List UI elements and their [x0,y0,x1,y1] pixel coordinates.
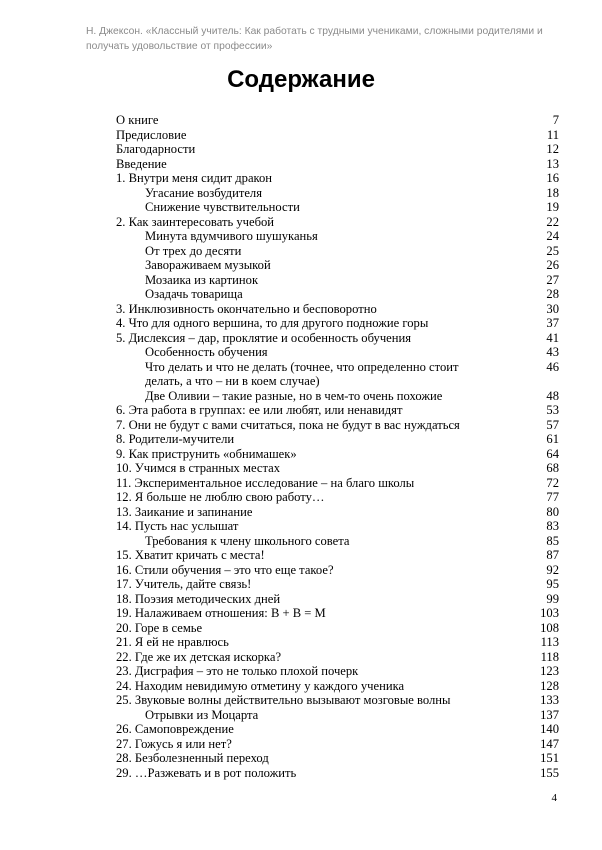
toc-entry-page: 103 [540,606,559,620]
toc-entry-title: Озадачь товарища [145,287,243,301]
toc-entry-page: 68 [546,461,559,475]
toc-entry-title: 27. Гожусь я или нет? [116,736,232,751]
toc-subentry[interactable] [116,200,559,215]
toc-entry[interactable] [116,302,559,317]
toc-entry-page: 140 [540,722,559,736]
toc-entry-page: 92 [546,562,559,577]
toc-entry[interactable] [116,447,559,462]
toc-entry-page: 57 [546,417,559,432]
toc-entry[interactable] [116,215,559,230]
toc-entry[interactable] [116,171,559,186]
toc-entry-title: От трех до десяти [145,243,242,258]
toc-entry[interactable] [116,519,559,534]
toc-entry[interactable] [116,592,559,607]
toc-entry[interactable] [116,722,559,737]
toc-entry-page: 37 [546,316,559,330]
toc-entry-page: 72 [546,475,559,490]
toc-subentry[interactable] [116,244,559,259]
toc-entry-page: 7 [552,113,559,127]
toc-entry-page: 28 [546,287,559,301]
toc-entry-title: 9. Как приструнить «обнимашек» [116,446,297,461]
toc-entry[interactable] [116,142,559,157]
toc-entry-page: 11 [546,127,559,142]
toc-entry-title: 28. Безболезненный переход [116,751,269,765]
toc-entry-page: 19 [546,200,559,214]
page-title: Содержание [227,66,375,93]
toc-entry[interactable] [116,693,559,708]
toc-entry-title: 29. …Разжевать и в рот положить [116,765,297,780]
toc-entry-title: 22. Где же их детская искорка? [116,649,282,664]
toc-entry-title: 26. Самоповреждение [116,722,234,736]
toc-entry-page: 99 [546,591,559,606]
toc-entry-title: О книге [116,113,159,127]
toc-entry-title: Угасание возбудителя [145,185,262,200]
toc-entry-page: 18 [546,185,559,200]
toc-entry-page: 137 [540,707,559,722]
toc-entry-title: 13. Заикание и запинание [116,504,253,519]
toc-entry-title: Что делать и что не делать (точнее, что определенно стоит [145,359,459,374]
toc-entry-title: 20. Горе в семье [116,620,203,635]
toc-subentry[interactable] [116,229,559,244]
toc-entry-title: Мозаика из картинок [145,272,259,287]
toc-entry-title: Введение [116,156,167,171]
toc-entry-title: 21. Я ей не нравлюсь [116,635,229,649]
toc-subentry[interactable] [116,287,559,302]
toc-entry[interactable] [116,766,559,781]
toc-entry[interactable] [116,563,559,578]
toc-entry-title: Требования к члену школьного совета [145,533,350,548]
table-of-contents [116,113,559,780]
toc-entry-title: 17. Учитель, дайте связь! [116,577,252,591]
toc-subentry[interactable] [116,534,559,549]
toc-entry-page: 16 [546,171,559,185]
toc-subentry[interactable] [116,389,559,404]
toc-entry[interactable] [116,664,559,679]
toc-entry-title: 2. Как заинтересовать учебой [116,214,275,229]
toc-entry-title: Две Оливии – такие разные, но в чем-то очень похожие [145,388,443,403]
toc-entry-title: 15. Хватит кричать с места! [116,548,265,562]
toc-entry-page: 46 [546,359,559,374]
toc-entry[interactable] [116,577,559,592]
toc-entry-page: 155 [540,765,559,780]
toc-entry-title: 4. Что для одного вершина, то для другого подножие горы [116,316,429,330]
toc-entry-page: 27 [546,272,559,287]
toc-entry[interactable] [116,128,559,143]
toc-entry[interactable] [116,113,559,128]
toc-entry[interactable] [116,418,559,433]
toc-entry[interactable] [116,316,559,331]
toc-entry-title: 7. Они не будут с вами считаться, пока не будут в вас нуждаться [116,417,460,432]
toc-entry[interactable] [116,157,559,172]
toc-entry[interactable] [116,461,559,476]
toc-entry-page: 87 [546,548,559,562]
toc-entry[interactable] [116,505,559,520]
toc-entry-page: 53 [546,403,559,417]
toc-entry-title: 10. Учимся в странных местах [116,461,281,475]
running-header: Н. Джексон. «Классный учитель: Как работать с трудными учениками, сложными родителями и получать удовольствие от профессии» [86,26,543,52]
toc-entry-title: Минута вдумчивого шушуканья [145,229,318,243]
page-number: 4 [551,792,557,804]
toc-entry[interactable] [116,548,559,563]
toc-entry-title: Предисловие [116,127,187,142]
toc-entry-page: 77 [546,490,559,504]
toc-subentry[interactable] [116,258,559,273]
toc-entry-title: Отрывки из Моцарта [145,707,259,722]
toc-entry-title: 5. Дислексия – дар, проклятие и особенность обучения [116,330,412,345]
toc-entry-title: делать, а что – ни в коем случае) [145,374,320,388]
toc-entry-page: 13 [546,156,559,171]
toc-entry-title: 6. Эта работа в группах: ее или любят, или ненавидят [116,403,403,417]
toc-entry-page: 30 [546,301,559,316]
toc-entry-page: 41 [546,330,559,345]
toc-entry-page: 128 [540,678,559,693]
toc-entry-title: 12. Я больше не люблю свою работу… [116,490,325,504]
toc-entry-page: 95 [546,577,559,591]
toc-subentry[interactable] [116,374,559,389]
toc-entry-title: Благодарности [116,142,196,156]
toc-entry[interactable] [116,751,559,766]
toc-entry-title: 11. Экспериментальное исследование – на благо школы [116,475,415,490]
toc-entry-title: 14. Пусть нас услышат [116,519,239,533]
toc-entry[interactable] [116,621,559,636]
toc-entry[interactable] [116,606,559,621]
toc-subentry[interactable] [116,360,559,375]
toc-entry-title: 18. Поэзия методических дней [116,591,281,606]
toc-entry[interactable] [116,490,559,505]
toc-entry[interactable] [116,476,559,491]
toc-entry-page: 61 [546,432,559,446]
toc-entry-page: 25 [546,243,559,258]
toc-entry-page: 12 [546,142,559,156]
toc-entry[interactable] [116,650,559,665]
toc-entry-page: 113 [540,635,559,649]
toc-entry[interactable] [116,679,559,694]
toc-entry-page: 22 [546,214,559,229]
toc-entry-title: 8. Родители-мучители [116,432,235,446]
toc-entry-title: 25. Звуковые волны действительно вызывают мозговые волны [116,693,451,707]
toc-entry-title: Особенность обучения [145,345,268,359]
toc-subentry[interactable] [116,708,559,723]
toc-entry-title: 19. Налаживаем отношения: B + B = M [116,606,326,620]
toc-entry-title: 24. Находим невидимую отметину у каждого ученика [116,678,405,693]
toc-entry-page: 151 [540,751,559,765]
toc-entry-page: 64 [546,446,559,461]
toc-subentry[interactable] [116,345,559,360]
toc-entry[interactable] [116,737,559,752]
toc-entry[interactable] [116,403,559,418]
toc-entry-title: Снижение чувствительности [145,200,300,214]
toc-entry-title: Завораживаем музыкой [145,258,271,272]
toc-entry-title: 16. Стили обучения – это что еще такое? [116,562,334,577]
toc-entry[interactable] [116,331,559,346]
toc-subentry[interactable] [116,273,559,288]
toc-entry-page: 108 [540,620,559,635]
toc-entry[interactable] [116,432,559,447]
toc-entry-page: 123 [540,664,559,678]
toc-entry-page: 24 [546,229,559,243]
toc-entry-page: 48 [546,388,559,403]
toc-entry-title: 23. Дисграфия – это не только плохой почерк [116,664,359,678]
toc-entry-page: 26 [546,258,559,272]
toc-entry-page: 85 [546,533,559,548]
toc-entry-page: 43 [546,345,559,359]
toc-entry-page: 133 [540,693,559,707]
toc-entry-page: 80 [546,504,559,519]
toc-entry-title: 1. Внутри меня сидит дракон [116,171,273,185]
toc-entry[interactable] [116,635,559,650]
toc-entry-page: 83 [546,519,559,533]
toc-entry-page: 118 [540,649,559,664]
toc-entry-title: 3. Инклюзивность окончательно и бесповоротно [116,301,377,316]
toc-subentry[interactable] [116,186,559,201]
toc-entry-page: 147 [540,736,559,751]
